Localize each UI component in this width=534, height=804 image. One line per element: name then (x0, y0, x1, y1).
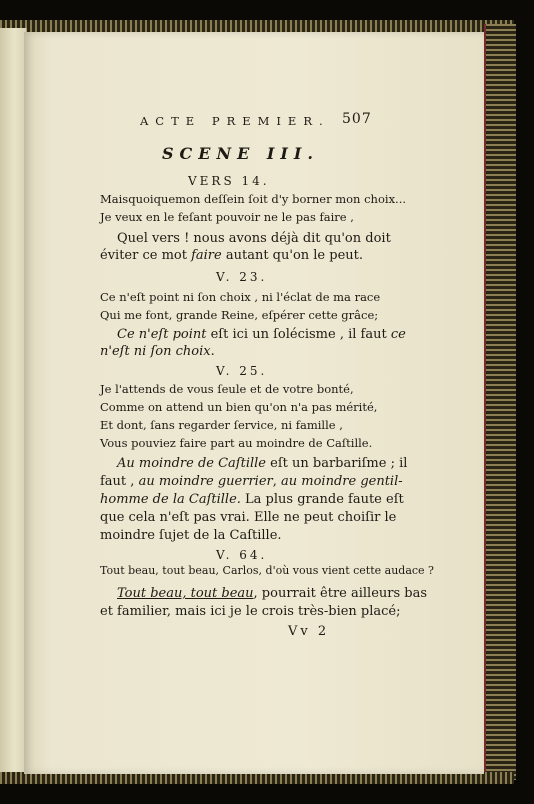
commentary-text: , (272, 474, 282, 489)
page-number: 507 (342, 111, 372, 127)
book-fore-edge (484, 24, 516, 780)
commentary-line (117, 456, 407, 471)
commentary-italic: Ce n'eſt point (117, 327, 207, 342)
signature-mark: Vv 2 (288, 624, 330, 639)
commentary-text: , pourrait être ailleurs bas (253, 586, 428, 601)
commentary-text: Quel vers ! nous avons déjà dit qu'on doit (117, 231, 391, 246)
commentary-text: eſt un barbariſme ; il (266, 456, 408, 471)
facing-page-edge (0, 28, 27, 776)
verse-heading-25: V. 25. (216, 364, 268, 378)
commentary-italic: faire (191, 248, 222, 263)
commentary-line: que cela n'eſt pas vrai. Elle ne peut choiſir le (100, 510, 397, 525)
commentary-italic: homme de la Caſtille. (100, 492, 241, 507)
commentary-line (100, 474, 403, 489)
commentary-italic: Au moindre de Caſtille (117, 456, 266, 471)
verse-line: Qui me font, grande Reine, eſpérer cette grâce; (100, 308, 379, 322)
commentary-text: eſt ici un ſolécisme , il faut (206, 327, 391, 342)
commentary-line (117, 586, 427, 601)
commentary-italic: ce (390, 327, 406, 342)
verse-line: Comme on attend un bien qu'on n'a pas mérité, (100, 400, 378, 414)
verse-line: Tout beau, tout beau, Carlos, d'où vous vient cette audace ? (100, 564, 434, 577)
verse-line: Je l'attends de vous ſeule et de votre bonté, (100, 382, 354, 396)
commentary-line (117, 231, 391, 246)
verse-line: Ce n'eſt point ni ſon choix , ni l'éclat de ma race (100, 290, 381, 304)
commentary-italic: Tout beau, tout beau (117, 586, 254, 601)
commentary-line (117, 327, 406, 342)
page-text (24, 32, 484, 774)
running-title: ACTE PREMIER. (140, 114, 330, 128)
commentary-line: n'eſt ni ſon choix. (100, 344, 215, 359)
verse-line: Je veux en le feſant pouvoir ne le pas faire , (100, 210, 354, 224)
commentary-line: et familier, mais ici je le crois très-bien placé; (100, 604, 401, 619)
commentary-text: éviter ce mot (100, 248, 192, 263)
verse-heading-64: V. 64. (216, 548, 268, 562)
book-page (24, 32, 484, 774)
commentary-line (100, 492, 404, 507)
commentary-italic: au moindre guerrier (138, 474, 273, 489)
commentary-text: La plus grande faute eſt (240, 492, 404, 507)
commentary-text: faut , (100, 474, 139, 489)
verse-heading-23: V. 23. (216, 270, 268, 284)
verse-line: Maisquoiquemon deſſein ſoit d'y borner mon choix... (100, 192, 407, 206)
verse-line: Vous pouviez faire part au moindre de Caſtille. (100, 436, 373, 450)
scene-title: SCENE III. (162, 144, 319, 163)
commentary-text: autant qu'on le peut. (221, 248, 364, 263)
commentary-italic: au moindre gentil- (281, 474, 403, 489)
commentary-line: moindre ſujet de la Caſtille. (100, 528, 282, 543)
commentary-line (100, 248, 363, 263)
verse-line: Et dont, ſans regarder ſervice, ni famille , (100, 418, 343, 432)
verse-heading-14: VERS 14. (188, 174, 270, 188)
